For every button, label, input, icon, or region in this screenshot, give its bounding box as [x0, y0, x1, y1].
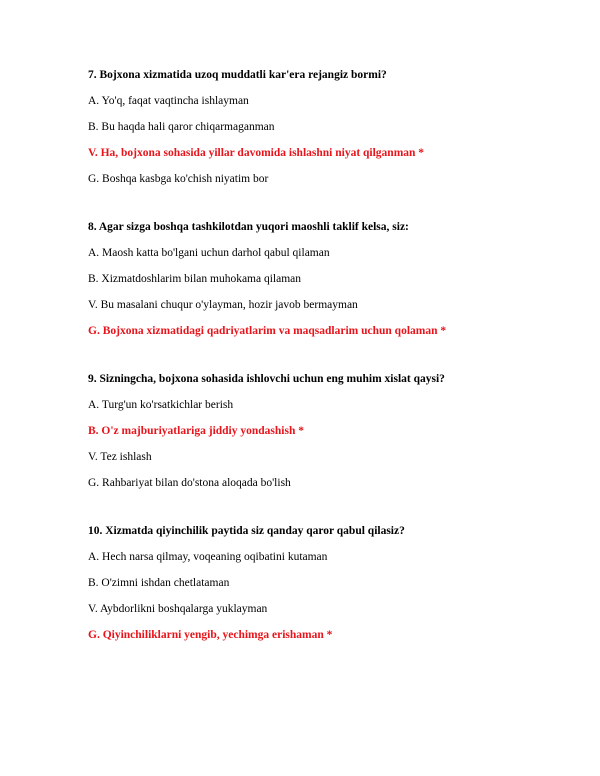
option-v-correct: V. Ha, bojxona sohasida yillar davomida ishlashni niyat qilganman * [88, 147, 425, 159]
document-page [88, 68, 568, 676]
option-b: B. Bu haqda hali qaror chiqarmaganman [88, 121, 275, 133]
option-a: A. Maosh katta bo'lgani uchun darhol qabul qilaman [88, 247, 330, 259]
option-g: G. Boshqa kasbga ko'chish niyatim bor [88, 173, 269, 185]
option-b: B. O'zimni ishdan chetlataman [88, 577, 230, 589]
option-v: V. Bu masalani chuqur o'ylayman, hozir javob bermayman [88, 299, 358, 311]
option-g: G. Rahbariyat bilan do'stona aloqada bo'lish [88, 477, 291, 489]
option-g-correct: G. Bojxona xizmatidagi qadriyatlarim va maqsadlarim uchun qolaman * [88, 325, 447, 337]
option-a: A. Yo'q, faqat vaqtincha ishlayman [88, 95, 249, 107]
question-9 [88, 372, 568, 490]
option-a: A. Turg'un ko'rsatkichlar berish [88, 399, 234, 411]
option-v: V. Tez ishlash [88, 451, 152, 463]
question-title: 10. Xizmatda qiyinchilik paytida siz qanday qaror qabul qilasiz? [88, 525, 405, 537]
option-v: V. Aybdorlikni boshqalarga yuklayman [88, 603, 268, 615]
option-b-correct: B. O'z majburiyatlariga jiddiy yondashish * [88, 425, 304, 437]
question-title: 9. Sizningcha, bojxona sohasida ishlovchi uchun eng muhim xislat qaysi? [88, 373, 445, 385]
option-b: B. Xizmatdoshlarim bilan muhokama qilaman [88, 273, 302, 285]
question-title: 8. Agar sizga boshqa tashkilotdan yuqori maoshli taklif kelsa, siz: [88, 221, 409, 233]
question-title: 7. Bojxona xizmatida uzoq muddatli kar'era rejangiz bormi? [88, 69, 387, 81]
option-g-correct: G. Qiyinchiliklarni yengib, yechimga erishaman * [88, 629, 333, 641]
question-8 [88, 220, 568, 338]
question-7 [88, 68, 568, 186]
question-10 [88, 524, 568, 642]
option-a: A. Hech narsa qilmay, voqeaning oqibatini kutaman [88, 551, 328, 563]
